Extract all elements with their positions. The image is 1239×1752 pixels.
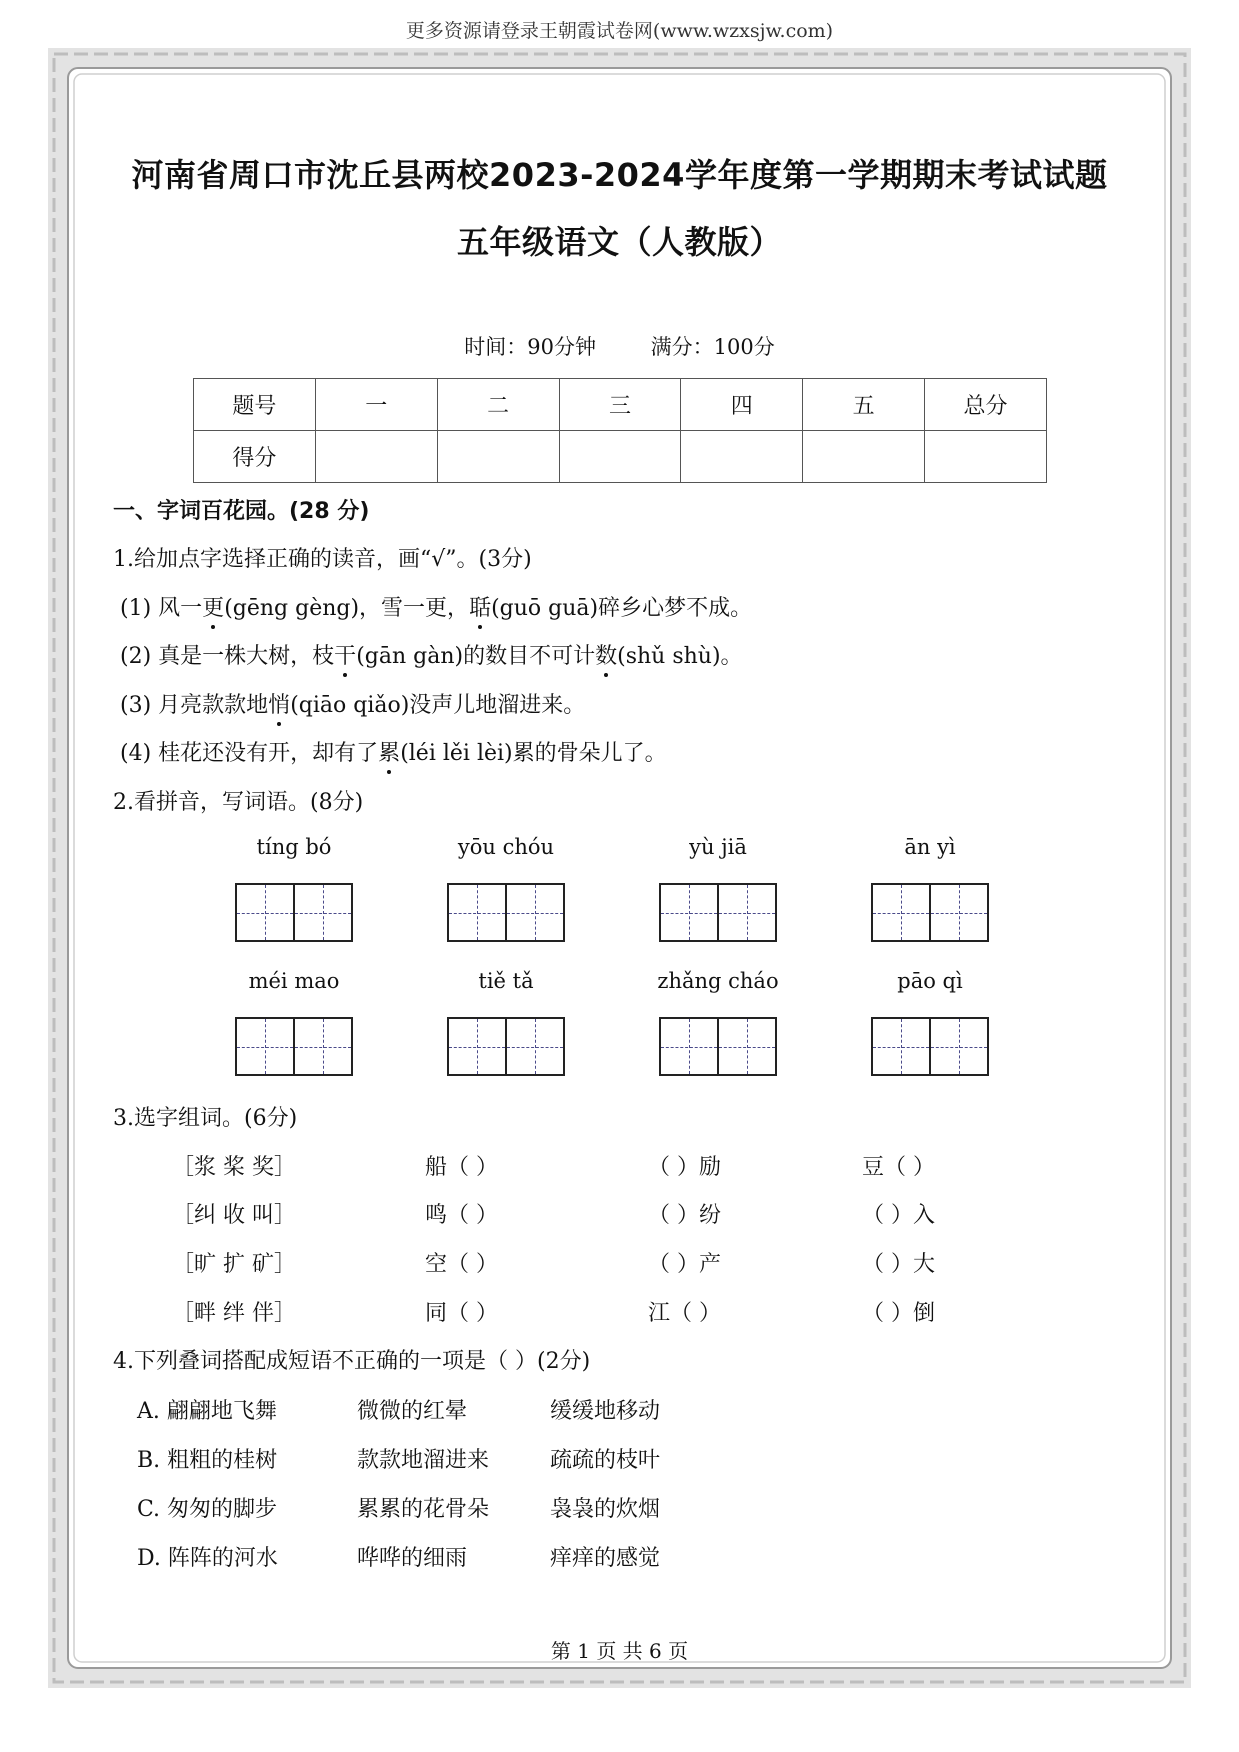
question-3-prompt: 3.选字组词。(6分) xyxy=(113,1106,298,1131)
pinyin-item xyxy=(618,969,818,1076)
fill-blank[interactable]: （ ）励 xyxy=(648,1155,721,1180)
score-header-cell: 总分 xyxy=(925,379,1047,431)
score-table-header-row xyxy=(194,379,1047,431)
pinyin-item xyxy=(406,835,606,942)
pinyin-label: yōu chóu xyxy=(457,835,555,859)
pinyin-item xyxy=(194,969,394,1076)
option-phrase: 款款地溜进来 xyxy=(357,1448,490,1473)
fill-blank[interactable]: （ ）入 xyxy=(862,1203,935,1228)
source-note: 更多资源请登录王朝霞试卷网(www.wzxsjw.com) xyxy=(405,20,834,42)
full-score: 满分：100分 xyxy=(650,335,775,359)
exam-meta xyxy=(0,331,1239,361)
writing-grid[interactable] xyxy=(235,1017,353,1076)
option-phrase: 袅袅的炊烟 xyxy=(550,1497,661,1522)
writing-grid[interactable] xyxy=(659,883,777,942)
option-a[interactable]: A. 翩翩地飞舞 xyxy=(137,1399,277,1424)
pinyin-item xyxy=(830,969,1030,1076)
option-phrase: 累累的花骨朵 xyxy=(357,1497,490,1522)
fill-blank[interactable]: 鸣（ ） xyxy=(425,1203,498,1228)
pinyin-item xyxy=(618,835,818,942)
char-group: ［畔 绊 伴］ xyxy=(172,1301,296,1326)
option-b[interactable]: B. 粗粗的桂树 xyxy=(137,1448,278,1473)
question-2-prompt: 2.看拼音，写词语。(8分) xyxy=(113,790,364,815)
exam-subtitle: 五年级语文（人教版） xyxy=(456,223,782,261)
score-cell xyxy=(315,431,437,483)
fill-blank[interactable]: 豆（ ） xyxy=(862,1155,935,1180)
question-1-prompt: 1.给加点字选择正确的读音，画“√”。(3分) xyxy=(113,547,532,572)
dotted-char: 干 xyxy=(334,644,357,669)
score-cell xyxy=(681,431,803,483)
pinyin-item xyxy=(406,969,606,1076)
score-header-cell: 二 xyxy=(437,379,559,431)
writing-grid[interactable] xyxy=(659,1017,777,1076)
section-heading: 一、字词百花园。(28 分) xyxy=(113,499,370,524)
pinyin-label: ān yì xyxy=(904,835,956,859)
exam-title: 河南省周口市沈丘县两校2023-2024学年度第一学期期末考试试题 xyxy=(131,156,1108,194)
score-header-cell: 题号 xyxy=(194,379,316,431)
score-header-cell: 四 xyxy=(681,379,803,431)
score-table-score-row xyxy=(194,431,1047,483)
option-phrase: 疏疏的枝叶 xyxy=(550,1448,661,1473)
char-group: ［纠 收 叫］ xyxy=(172,1203,296,1228)
score-cell xyxy=(803,431,925,483)
score-table xyxy=(193,378,1047,483)
dotted-char: 更 xyxy=(202,596,225,621)
score-cell xyxy=(925,431,1047,483)
score-row-label: 得分 xyxy=(194,431,316,483)
fill-blank[interactable]: （ ）产 xyxy=(648,1252,721,1277)
pinyin-label: pāo qì xyxy=(897,969,963,993)
pinyin-label: yù jiā xyxy=(689,835,747,859)
writing-grid[interactable] xyxy=(447,883,565,942)
fill-blank[interactable]: 船（ ） xyxy=(425,1155,498,1180)
pinyin-label: tíng bó xyxy=(256,835,332,859)
char-group: ［浆 桨 奖］ xyxy=(172,1155,296,1180)
score-cell xyxy=(559,431,681,483)
question-1-item: (2) 真是一株大树，枝干(gān gàn)的数目不可计数(shǔ shù)。 xyxy=(120,644,743,669)
option-phrase: 微微的红晕 xyxy=(357,1399,468,1424)
time-limit: 时间：90分钟 xyxy=(464,335,596,359)
score-cell xyxy=(437,431,559,483)
dotted-char: 聒 xyxy=(469,596,492,621)
writing-grid[interactable] xyxy=(447,1017,565,1076)
fill-blank[interactable]: （ ）纷 xyxy=(648,1203,721,1228)
score-header-cell: 三 xyxy=(559,379,681,431)
fill-blank[interactable]: （ ）大 xyxy=(862,1252,935,1277)
writing-grid[interactable] xyxy=(871,883,989,942)
question-4-prompt: 4.下列叠词搭配成短语不正确的一项是（ ）(2分) xyxy=(113,1349,591,1374)
score-header-cell: 五 xyxy=(803,379,925,431)
pinyin-item xyxy=(194,835,394,942)
fill-blank[interactable]: 同（ ） xyxy=(425,1301,498,1326)
dotted-char: 悄 xyxy=(268,693,291,718)
question-1-item: (3) 月亮款款地悄(qiāo qiǎo)没声儿地溜进来。 xyxy=(120,693,586,718)
pinyin-label: méi mao xyxy=(248,969,340,993)
fill-blank[interactable]: （ ）倒 xyxy=(862,1301,935,1326)
option-phrase: 哗哗的细雨 xyxy=(357,1546,468,1571)
writing-grid[interactable] xyxy=(235,883,353,942)
pinyin-item xyxy=(830,835,1030,942)
pinyin-label: tiě tǎ xyxy=(478,969,534,993)
question-1-item: (4) 桂花还没有开，却有了累(léi lěi lèi)累的骨朵儿了。 xyxy=(120,741,667,766)
option-c[interactable]: C. 匆匆的脚步 xyxy=(137,1497,278,1522)
fill-blank[interactable]: 空（ ） xyxy=(425,1252,498,1277)
pinyin-label: zhǎng cháo xyxy=(657,969,779,993)
dotted-char: 数 xyxy=(595,644,618,669)
fill-blank[interactable]: 江（ ） xyxy=(648,1301,721,1326)
dotted-char: 累 xyxy=(378,741,401,766)
writing-grid[interactable] xyxy=(871,1017,989,1076)
char-group: ［旷 扩 矿］ xyxy=(172,1252,296,1277)
option-phrase: 痒痒的感觉 xyxy=(550,1546,661,1571)
option-phrase: 缓缓地移动 xyxy=(550,1399,661,1424)
option-d[interactable]: D. 阵阵的河水 xyxy=(137,1546,278,1571)
question-1-item: (1) 风一更(gēng gèng)，雪一更，聒(guō guā)碎乡心梦不成。 xyxy=(120,596,753,621)
score-header-cell: 一 xyxy=(315,379,437,431)
page-footer: 第 1 页 共 6 页 xyxy=(550,1639,689,1663)
